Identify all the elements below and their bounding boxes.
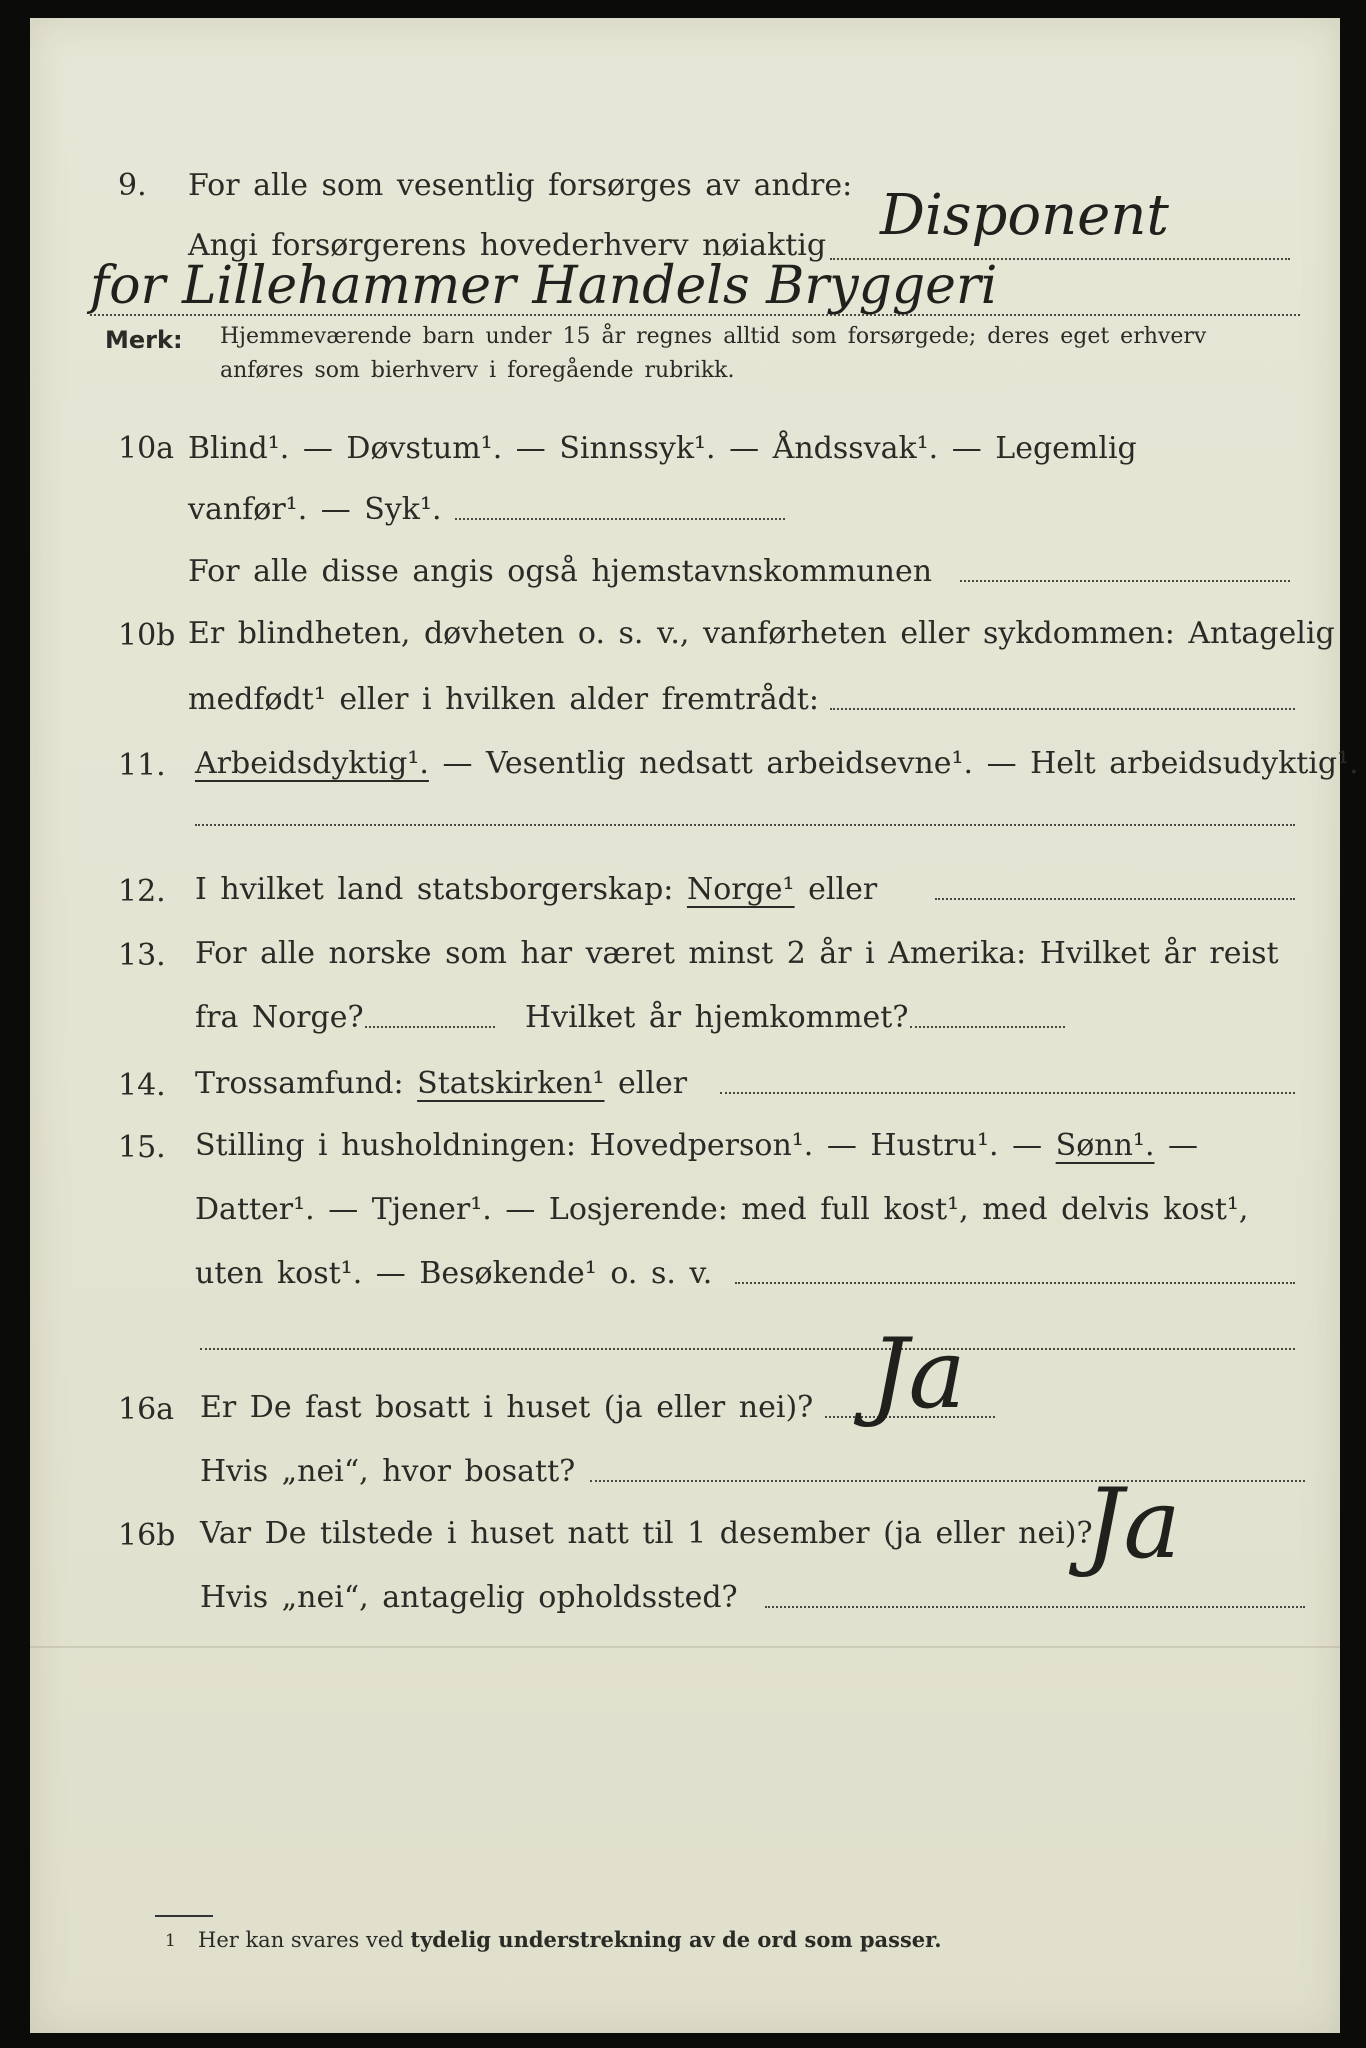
q12-answer-line bbox=[935, 898, 1295, 900]
q9-line1: For alle som vesentlig forsørges av andre: bbox=[188, 168, 853, 203]
q10b-line1: Er blindheten, døvheten o. s. v., vanførheten eller sykdommen: Antagelig bbox=[188, 616, 1335, 651]
q14-suffix: eller bbox=[618, 1066, 688, 1101]
q13-year-left-line bbox=[365, 1026, 495, 1028]
q15-line3: uten kost¹. — Besøkende¹ o. s. v. bbox=[195, 1256, 713, 1291]
q16b-line2: Hvis „nei“, antagelig opholdssted? bbox=[200, 1580, 738, 1615]
q15-line1c: — bbox=[1168, 1128, 1199, 1163]
q15-answer-line bbox=[735, 1282, 1295, 1284]
q16b-number: 16b bbox=[118, 1518, 176, 1553]
q12-option-underlined: Norge¹ bbox=[686, 872, 795, 907]
q16b-line1: Var De tilstede i huset natt til 1 desember (ja eller nei)? bbox=[200, 1516, 1093, 1551]
q14-answer-line bbox=[720, 1092, 1295, 1094]
footnote-plain: Her kan svares ved bbox=[198, 1928, 404, 1952]
q14-line bbox=[195, 1066, 687, 1101]
q12-prefix: I hvilket land statsborgerskap: bbox=[195, 872, 674, 907]
merk-text-line1: Hjemmeværende barn under 15 år regnes alltid som forsørgede; deres eget erhverv bbox=[220, 324, 1207, 349]
q16a-handwritten-answer: Ja bbox=[870, 1318, 966, 1430]
q11-line bbox=[195, 746, 1359, 781]
q16b-handwritten-answer: Ja bbox=[1085, 1468, 1181, 1580]
q14-prefix: Trossamfund: bbox=[195, 1066, 404, 1101]
q10b-line2: medfødt¹ eller i hvilken alder fremtrådt: bbox=[188, 682, 819, 717]
q15-answer-line-2 bbox=[200, 1348, 1295, 1350]
q16a-number: 16a bbox=[118, 1392, 175, 1427]
q16a-line2: Hvis „nei“, hvor bosatt? bbox=[200, 1454, 576, 1489]
q15-line2: Datter¹. — Tjener¹. — Losjerende: med full kost¹, med delvis kost¹, bbox=[195, 1192, 1249, 1227]
q15-line1a: Stilling i husholdningen: Hovedperson¹. — Hustru¹. — bbox=[195, 1128, 1043, 1163]
q10a-line1: Blind¹. — Døvstum¹. — Sinnssyk¹. — Åndssvak¹. — Legemlig bbox=[188, 431, 1137, 466]
q13-number: 13. bbox=[118, 938, 166, 973]
q12-suffix: eller bbox=[808, 872, 878, 907]
q15-option-underlined: Sønn¹. bbox=[1055, 1128, 1155, 1163]
merk-label: Merk: bbox=[105, 326, 183, 354]
q10a-line2: vanfør¹. — Syk¹. bbox=[188, 492, 442, 527]
q11-rest: — Vesentlig nedsatt arbeidsevne¹. — Helt arbeidsudyktig¹. bbox=[442, 746, 1359, 781]
q9-handwriting-occupation: Disponent bbox=[880, 183, 1169, 248]
q16a-where-line bbox=[590, 1480, 1305, 1482]
q15-number: 15. bbox=[118, 1130, 166, 1165]
q11-answer-line bbox=[195, 824, 1295, 826]
footnote-bold: tydelig understrekning av de ord som passer. bbox=[410, 1927, 942, 1952]
q13-line2a: fra Norge? bbox=[195, 1000, 364, 1035]
q10a-answer-line bbox=[455, 518, 785, 520]
census-form-page bbox=[30, 18, 1359, 2033]
q13-year-returned-line bbox=[910, 1026, 1065, 1028]
footnote-text bbox=[198, 1927, 942, 1952]
q9-number: 9. bbox=[118, 168, 147, 203]
merk-text-line2: anføres som bierhverv i foregående rubrikk. bbox=[220, 358, 735, 383]
q10a-number: 10a bbox=[118, 431, 175, 466]
q15-line1 bbox=[195, 1128, 1198, 1163]
q12-line bbox=[195, 872, 877, 907]
q10b-answer-line bbox=[830, 708, 1295, 710]
fold-line bbox=[30, 1646, 1340, 1648]
q10b-number: 10b bbox=[118, 618, 176, 653]
footnote-rule bbox=[155, 1915, 213, 1917]
q9-handwriting-employer: for Lillehammer Handels Bryggeri bbox=[90, 256, 998, 316]
q14-number: 14. bbox=[118, 1068, 166, 1103]
q16a-line1: Er De fast bosatt i huset (ja eller nei)? bbox=[200, 1390, 814, 1425]
q12-number: 12. bbox=[118, 874, 166, 909]
q14-option-underlined: Statskirken¹ bbox=[417, 1066, 605, 1101]
footnote-mark: 1 bbox=[165, 1931, 176, 1951]
q11-number: 11. bbox=[118, 748, 166, 783]
q10a-line3: For alle disse angis også hjemstavnskommunen bbox=[188, 554, 933, 589]
q13-line2b: Hvilket år hjemkommet? bbox=[525, 1000, 909, 1035]
q10a-hometown-line bbox=[960, 580, 1290, 582]
q9-line2: Angi forsørgerens hovederhverv nøiaktig bbox=[188, 228, 827, 263]
q11-option-underlined: Arbeidsdyktig¹. bbox=[195, 746, 429, 781]
q16b-location-line bbox=[765, 1606, 1305, 1608]
q13-line1: For alle norske som har været minst 2 år i Amerika: Hvilket år reist bbox=[195, 936, 1279, 971]
